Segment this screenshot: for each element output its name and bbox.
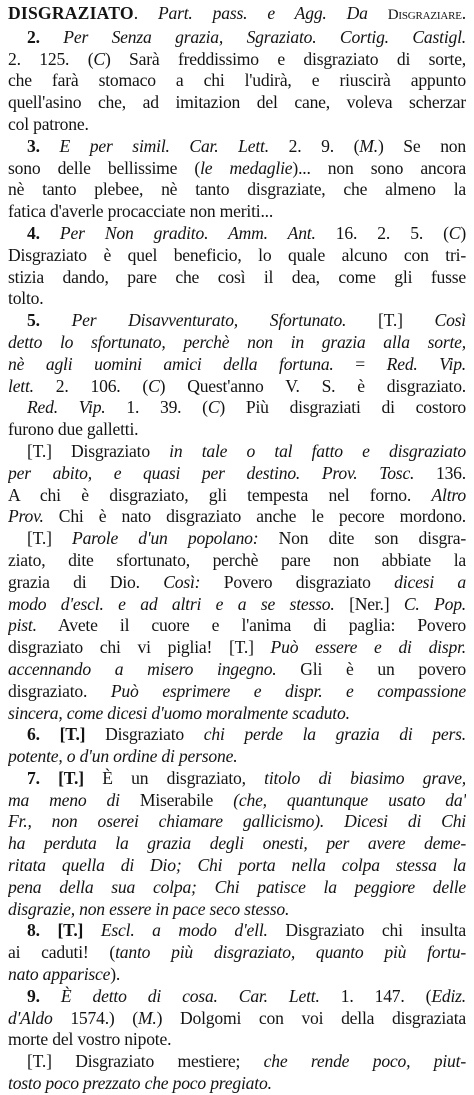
text-line: Red. Vip. 1. 39. (C) Più disgraziati di costoro	[27, 397, 466, 418]
text-line: quell'asino che, ad imitazion del cane, voleva scherzar	[8, 92, 466, 113]
text-line: [T.] Parole d'un popolano: Non dite son disgra-	[27, 528, 466, 549]
text-line: fatica d'averle procacciate non meriti...	[8, 201, 274, 222]
text-line: [T.] Disgraziato in tale o tal fatto e disgraziato	[27, 440, 466, 461]
entry-headline: DISGRAZIATO. Part. pass. e Agg. Da Disgraziare.	[8, 3, 466, 23]
text-line: morte del vostro nipote.	[8, 1029, 172, 1050]
text-line: potente, o d'un ordine di persone.	[8, 746, 238, 767]
text-line: pist. Avete il cuore e l'anima di paglia: Povero	[8, 615, 466, 636]
text-line: furono due galletti.	[8, 419, 139, 440]
text-line: grazia di Dio. Così: Povero disgraziato dicesi a	[8, 571, 466, 592]
text-line: A chi è disgraziato, gli tempesta nel forno. Altro	[8, 484, 466, 505]
sense-5-line: 5. Per Disavventurato, Sfortunato. [T.] Così	[27, 310, 466, 331]
sense-3-line: 3. E per simil. Car. Lett. 2. 9. (M.) Se non	[27, 135, 466, 156]
text-line: lett. 2. 106. (C) Quest'anno V. S. è disgraziato.	[8, 375, 466, 396]
text-line: modo d'escl. e ad altri e a se stesso. [Ner.] C. Pop.	[8, 593, 466, 614]
text-line: tosto poco prezzato che poco pregiato.	[8, 1073, 272, 1094]
text-line: sincera, come dicesi d'uomo moralmente scaduto.	[8, 702, 350, 723]
sense-2-line: 2. Per Senza grazia, Sgraziato. Cortig. Castigl.	[27, 26, 466, 47]
sense-7-line: 7. [T.] È un disgraziato, titolo di biasimo grave,	[27, 767, 466, 788]
text-line: Prov. Chi è nato disgraziato anche le pecore mordono.	[8, 506, 466, 527]
text-line: accennando a misero ingegno. Gli è un povero	[8, 658, 466, 679]
text-line: nato apparisce).	[8, 964, 121, 985]
text-line: disgraziato. Può esprimere e dispr. e compassione	[8, 680, 466, 701]
text-line: stizia dando, pare che così il dea, come gli fusse	[8, 266, 466, 287]
text-line: nè agli uomini amici della fortuna. = Red. Vip.	[8, 353, 466, 374]
sense-9-line: 9. È detto di cosa. Car. Lett. 1. 147. (Ediz.	[27, 985, 466, 1006]
text-line: Disgraziato è quel beneficio, lo quale alcuno con tri-	[8, 244, 466, 265]
text-line: Fr., non oserei chiamare gallicismo). Dicesi di Chi	[8, 811, 466, 832]
text-line: ritata quella di Dio; Chi porta nella colpa stessa la	[8, 855, 466, 876]
text-line: nè tanto plebee, nè tanto disgraziate, che almeno la	[8, 179, 466, 200]
text-line: ha perduta la grazia degli onesti, per avere deme-	[8, 833, 466, 854]
headword: DISGRAZIATO	[8, 3, 134, 23]
text-line: ai caduti! (tanto più disgraziato, quanto più fortu-	[8, 942, 466, 963]
text-line: per abito, e quasi per destino. Prov. Tosc. 136.	[8, 462, 466, 483]
text-line: tolto.	[8, 288, 44, 309]
text-line: ma meno di Miserabile (che, quantunque usato da'	[8, 789, 466, 810]
sense-4-line: 4. Per Non gradito. Amm. Ant. 16. 2. 5. (C)	[27, 222, 466, 243]
text-line: che farà stomaco a chi l'udirà, e riuscirà appunto	[8, 70, 466, 91]
sense-6-line: 6. [T.] Disgraziato chi perde la grazia di pers.	[27, 724, 466, 745]
text-line: [T.] Disgraziato mestiere; che rende poco, piut-	[27, 1051, 466, 1072]
text-line: pena della sua colpa; Chi patisce la peggiore delle	[8, 876, 466, 897]
text-line: col patrone.	[8, 113, 89, 134]
text-line: sono delle bellissime (le medaglie)... non sono ancora	[8, 157, 466, 178]
sense-8-line: 8. [T.] Escl. a modo d'ell. Disgraziato chi insulta	[27, 920, 466, 941]
text-line: 2. 125. (C) Sarà freddissimo e disgraziato di sorte,	[8, 48, 466, 69]
text-line: d'Aldo 1574.) (M.) Dolgomi con voi della disgraziata	[8, 1007, 466, 1028]
text-line: detto lo sfortunato, perchè non in grazia alla sorte,	[8, 331, 466, 352]
text-line: ziato, dite sfortunato, perchè pare non abbiate la	[8, 549, 466, 570]
text-line: disgraziato chi vi piglia! [T.] Può essere e di dispr.	[8, 637, 466, 658]
text-line: disgrazie, non essere in pace seco stesso.	[8, 898, 290, 919]
